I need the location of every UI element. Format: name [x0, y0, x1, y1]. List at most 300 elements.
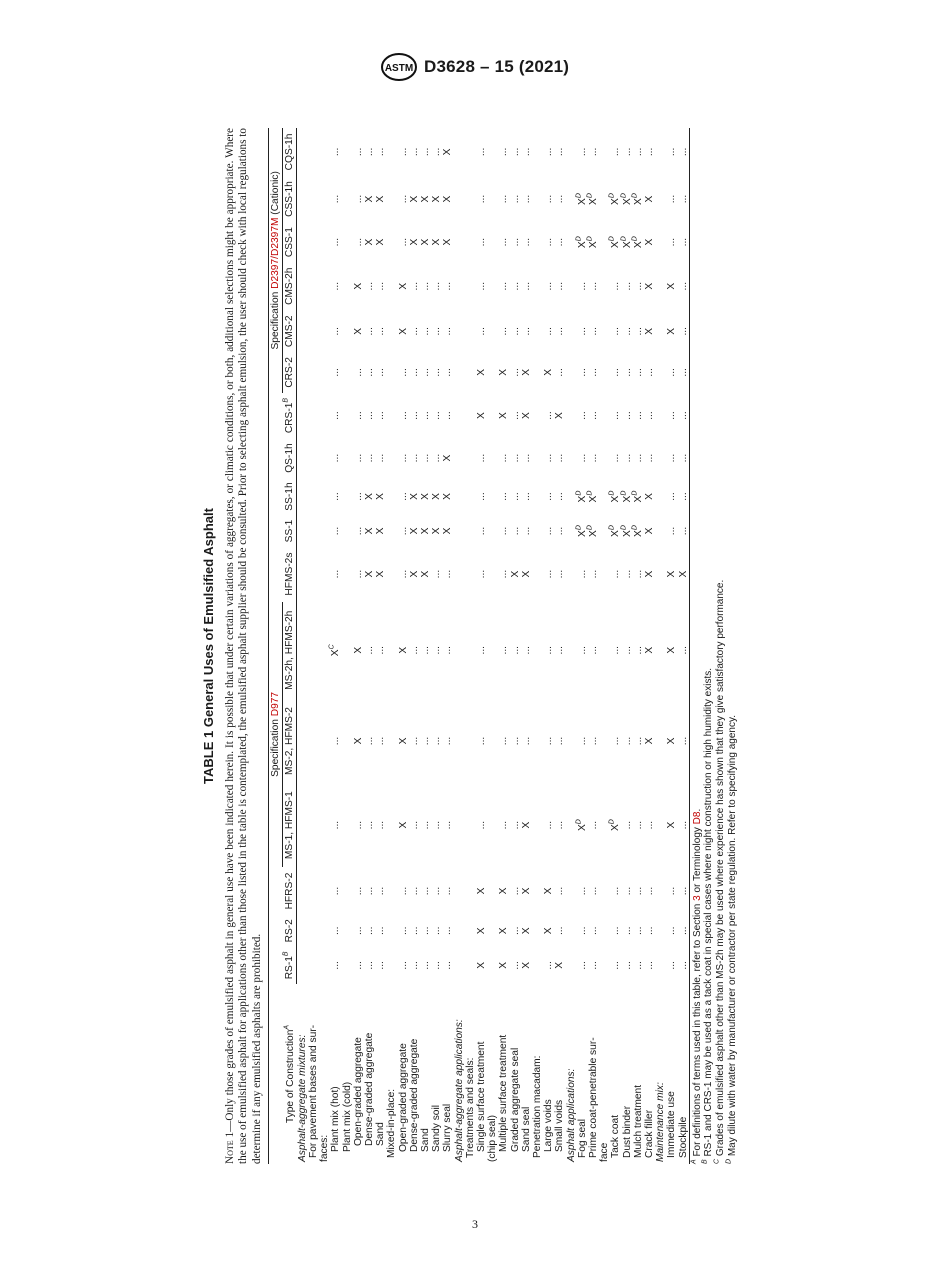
cell — [454, 439, 465, 478]
cell: X — [644, 327, 656, 335]
cell: ... — [610, 327, 622, 336]
cell: X — [554, 412, 566, 419]
cell: ... — [330, 411, 342, 420]
cell — [566, 310, 577, 352]
cell: ... — [419, 820, 431, 830]
superscript: D — [575, 193, 583, 199]
table-row — [566, 128, 577, 1164]
cell: ... — [442, 961, 454, 970]
cell — [297, 699, 308, 783]
row-label: Graded aggregate seal — [509, 1047, 521, 1152]
cell — [532, 128, 543, 176]
cell: ... — [666, 237, 678, 247]
cell — [308, 478, 319, 516]
cell: ... — [576, 147, 588, 157]
superscript: D — [586, 525, 594, 531]
cell: $X^D$ — [609, 490, 622, 503]
cell: ... — [419, 281, 431, 291]
column-header: QS-1h — [283, 439, 297, 478]
cell — [599, 128, 610, 176]
table-row — [420, 128, 431, 1164]
cell: ... — [408, 886, 420, 896]
cell: X — [352, 737, 364, 745]
cell — [655, 947, 666, 984]
cell: X — [419, 527, 431, 535]
cell — [308, 222, 319, 262]
cell: X — [352, 327, 364, 335]
cell: $X^D$ — [575, 525, 588, 537]
cell — [308, 947, 319, 984]
cell: ... — [431, 453, 443, 463]
cell: X — [375, 570, 387, 578]
cell — [386, 947, 397, 984]
footnotes — [692, 128, 738, 1164]
cell — [386, 783, 397, 867]
spec-group-empty — [269, 393, 283, 602]
cell: ... — [419, 646, 431, 655]
cell: X — [520, 927, 532, 935]
cell: $X^D$ — [620, 193, 633, 205]
superscript: D — [575, 236, 583, 242]
cell: ... — [498, 327, 510, 336]
cell — [308, 515, 319, 546]
cell: ... — [431, 820, 443, 830]
cell — [599, 783, 610, 867]
row-label: (chip seal) — [487, 1115, 499, 1162]
cell: $X^D$ — [609, 525, 622, 537]
cell: ... — [543, 492, 555, 501]
cell — [599, 915, 610, 947]
cell — [319, 478, 330, 516]
cell: ... — [543, 453, 555, 463]
cell: ... — [621, 411, 633, 420]
cell — [487, 439, 498, 478]
column-header: CMS-2h — [283, 262, 297, 310]
cell: ... — [363, 736, 375, 746]
cell: ... — [352, 411, 364, 420]
cell: ... — [610, 926, 622, 936]
cell — [566, 602, 577, 699]
cell: ... — [632, 147, 644, 157]
cell — [532, 547, 543, 602]
column-header: SS-1 — [283, 515, 297, 546]
cell: X — [408, 527, 420, 535]
cell: X — [554, 961, 566, 969]
cell — [599, 947, 610, 984]
cell — [319, 547, 330, 602]
cell: ... — [543, 646, 555, 655]
cell: ... — [330, 820, 342, 830]
note-label: Note 1 — [224, 1131, 236, 1164]
cell: $X^D$ — [586, 525, 599, 537]
cell: ... — [678, 699, 690, 783]
cell: ... — [666, 368, 678, 377]
cell: $X^D$ — [575, 193, 588, 205]
cell — [386, 393, 397, 439]
cell — [297, 867, 308, 915]
cell: X — [375, 195, 387, 203]
cell — [487, 176, 498, 222]
cell: X — [363, 493, 375, 500]
cell — [342, 128, 353, 176]
cell: ... — [498, 147, 510, 157]
cell — [487, 478, 498, 516]
cell: ... — [475, 820, 487, 830]
cell — [319, 393, 330, 439]
cell: ... — [554, 926, 566, 936]
cell: ... — [576, 886, 588, 896]
cell: ... — [610, 147, 622, 157]
cell — [566, 547, 577, 602]
cell: ... — [588, 569, 599, 579]
cell — [487, 222, 498, 262]
cell: ... — [431, 281, 443, 291]
cell: ... — [576, 569, 588, 579]
row-label: Slurry seal — [442, 1103, 454, 1152]
cell: X — [363, 527, 375, 535]
cell: X — [363, 238, 375, 246]
cell — [465, 478, 476, 516]
cell — [342, 393, 353, 439]
cell: X — [397, 821, 409, 829]
row-label: Treatments and seals: — [464, 1057, 476, 1158]
cell: X — [419, 493, 431, 500]
cell: ... — [408, 646, 420, 655]
cell — [454, 867, 465, 915]
cell: ... — [352, 820, 364, 830]
cell: X — [520, 412, 532, 419]
cell: ... — [397, 961, 409, 970]
cell — [655, 439, 666, 478]
superscript: D — [631, 525, 639, 531]
cell: ... — [576, 736, 588, 746]
cell — [487, 947, 498, 984]
cell — [308, 783, 319, 867]
cell: ... — [397, 926, 409, 936]
cell — [308, 602, 319, 699]
cell — [454, 699, 465, 783]
cell — [454, 478, 465, 516]
cell: X — [442, 195, 454, 203]
cell: ... — [678, 515, 690, 546]
cell — [342, 352, 353, 392]
table-row — [297, 128, 308, 1164]
cell: ... — [431, 368, 443, 377]
cell: ... — [419, 736, 431, 746]
cell — [566, 699, 577, 783]
cell: ... — [520, 194, 532, 204]
row-label: Crack filler — [644, 1109, 656, 1158]
cell: ... — [498, 736, 510, 746]
footnote-link: 3 — [691, 895, 703, 901]
footnote: $^D$ May dilute with water by manufacturer or contractor per state regulation. Refer to specifying agency. — [725, 715, 738, 1164]
cell: ... — [588, 961, 599, 970]
row-header: Type of Construction$^A$ — [269, 984, 297, 1164]
cell: ... — [520, 736, 532, 746]
cell: ... — [632, 961, 644, 970]
cell — [566, 222, 577, 262]
cell: ... — [520, 492, 532, 501]
cell: X — [408, 570, 420, 578]
cell: ... — [678, 439, 690, 478]
cell: ... — [509, 147, 521, 157]
cell: ... — [644, 453, 656, 463]
cell: ... — [475, 147, 487, 157]
cell — [308, 439, 319, 478]
cell: ... — [678, 393, 690, 439]
cell: ... — [509, 453, 521, 463]
cell: ... — [330, 961, 342, 970]
svg-text:ASTM: ASTM — [384, 63, 414, 74]
cell: X — [666, 282, 678, 290]
cell: ... — [431, 886, 443, 896]
cell — [386, 352, 397, 392]
cell — [342, 783, 353, 867]
cell: X — [475, 887, 487, 895]
cell: ... — [498, 646, 510, 655]
cell: ... — [678, 947, 690, 984]
table-row — [610, 128, 621, 1164]
cell: ... — [610, 368, 622, 377]
superscript: D — [620, 193, 628, 199]
cell: X — [678, 547, 690, 602]
cell: X — [644, 238, 656, 246]
cell — [386, 310, 397, 352]
cell — [386, 439, 397, 478]
cell: ... — [588, 281, 599, 291]
cell: ... — [621, 820, 633, 830]
cell: ... — [588, 736, 599, 746]
cell: X — [475, 961, 487, 969]
cell: ... — [431, 569, 443, 579]
cell: ... — [621, 569, 633, 579]
cell: ... — [610, 281, 622, 291]
cell — [297, 915, 308, 947]
cell — [342, 915, 353, 947]
cell: ... — [678, 783, 690, 867]
cell: X — [419, 570, 431, 578]
row-label: Open-graded aggregate — [352, 1037, 364, 1146]
cell: ... — [666, 526, 678, 536]
cell: ... — [543, 526, 555, 536]
cell — [386, 515, 397, 546]
cell: X — [475, 927, 487, 935]
superscript: D — [609, 193, 617, 199]
cell: ... — [375, 453, 387, 463]
cell: $X^C$ — [328, 644, 342, 657]
cell — [297, 262, 308, 310]
cell: X — [520, 570, 532, 578]
cell: ... — [352, 147, 364, 157]
cell — [655, 602, 666, 699]
cell — [386, 222, 397, 262]
row-label: face — [599, 1142, 611, 1162]
cell: ... — [543, 411, 555, 420]
cell: ... — [397, 492, 409, 501]
cell: ... — [431, 147, 443, 157]
cell: ... — [678, 262, 690, 310]
cell: ... — [666, 453, 678, 463]
cell — [532, 867, 543, 915]
cell — [532, 947, 543, 984]
spec-link-d2397: D2397/D2397M — [270, 217, 282, 289]
cell — [319, 699, 330, 783]
cell: ... — [543, 736, 555, 746]
cell — [342, 439, 353, 478]
cell: ... — [621, 886, 633, 896]
cell — [386, 915, 397, 947]
cell: ... — [509, 368, 521, 377]
cell: ... — [330, 147, 342, 157]
cell — [487, 393, 498, 439]
column-header: MS-2h, HFMS-2h — [283, 602, 297, 699]
cell — [532, 915, 543, 947]
cell: ... — [610, 453, 622, 463]
cell: ... — [442, 327, 454, 336]
cell — [297, 602, 308, 699]
cell: ... — [375, 736, 387, 746]
cell: ... — [621, 961, 633, 970]
cell: ... — [375, 327, 387, 336]
cell — [319, 783, 330, 867]
table-row — [532, 128, 543, 1164]
table-row — [364, 128, 375, 1164]
cell: X — [408, 493, 420, 500]
cell: X — [543, 887, 555, 895]
cell — [599, 310, 610, 352]
cell — [655, 867, 666, 915]
cell: X — [498, 368, 510, 376]
cell: ... — [352, 886, 364, 896]
cell: ... — [431, 646, 443, 655]
cell: ... — [678, 176, 690, 222]
cell: X — [666, 327, 678, 335]
table-row — [342, 128, 353, 1164]
cell — [532, 602, 543, 699]
cell: ... — [442, 368, 454, 377]
cell: X — [442, 454, 454, 462]
cell: ... — [509, 926, 521, 936]
column-header: SS-1h — [283, 478, 297, 516]
cell: X — [397, 646, 409, 654]
cell: ... — [588, 820, 599, 830]
table-row — [442, 128, 453, 1164]
row-label: Plant mix (hot) — [330, 1086, 342, 1152]
cell — [297, 947, 308, 984]
cell: X — [644, 646, 656, 654]
cell: X — [666, 737, 678, 745]
cell: X — [475, 412, 487, 419]
cell: X — [352, 282, 364, 290]
cell: ... — [644, 886, 656, 896]
cell — [655, 222, 666, 262]
cell: ... — [543, 147, 555, 157]
superscript: D — [575, 819, 583, 825]
cell: X — [442, 238, 454, 246]
cell: ... — [363, 411, 375, 420]
cell: X — [644, 282, 656, 290]
cell: ... — [509, 886, 521, 896]
cell: ... — [475, 281, 487, 291]
note-text: —Only those grades of emulsified asphalt in general use have been indicated herein. It is possible that under certain variations of aggregates, or climatic conditions, or both, additional selections might be appropriate. Where the use of emulsified asphalt for applications other than those listed in the table is contemplated, the emulsified asphalt supplier should be consulted. Prior to selecting asphalt emulsion, the user should check with local regulations to determine if any emulsified asphalts are prohibited. — [224, 128, 263, 1164]
cell: ... — [576, 411, 588, 420]
superscript: D — [575, 490, 583, 496]
cell: ... — [363, 327, 375, 336]
table-row — [678, 128, 690, 1164]
cell — [319, 602, 330, 699]
superscript: D — [620, 525, 628, 531]
cell: X — [498, 927, 510, 935]
cell — [308, 262, 319, 310]
cell: ... — [408, 820, 420, 830]
superscript: D — [620, 490, 628, 496]
cell: X — [375, 527, 387, 535]
cell: ... — [431, 961, 443, 970]
cell: ... — [509, 237, 521, 247]
cell: ... — [610, 411, 622, 420]
cell: ... — [666, 886, 678, 896]
cell — [319, 947, 330, 984]
cell: ... — [397, 368, 409, 377]
cell — [655, 176, 666, 222]
cell — [532, 352, 543, 392]
cell — [566, 915, 577, 947]
row-label: Stockpile — [678, 984, 690, 1164]
superscript: D — [586, 193, 594, 199]
column-header: $RS-1^B$ — [283, 947, 297, 984]
cell: ... — [610, 569, 622, 579]
cell: ... — [475, 194, 487, 204]
superscript: B — [282, 397, 290, 403]
cell: ... — [621, 453, 633, 463]
cell — [308, 176, 319, 222]
table-row — [554, 128, 565, 1164]
document-header — [380, 52, 569, 82]
cell: ... — [588, 327, 599, 336]
row-label: Open-graded aggregate — [397, 1043, 409, 1152]
cell: ... — [509, 194, 521, 204]
column-header: MS-1, HFMS-1 — [283, 783, 297, 867]
cell: ... — [408, 411, 420, 420]
cell: ... — [375, 281, 387, 291]
cell: ... — [632, 411, 644, 420]
cell — [319, 915, 330, 947]
cell — [454, 176, 465, 222]
cell: ... — [442, 926, 454, 936]
cell: ... — [621, 147, 633, 157]
cell: ... — [442, 411, 454, 420]
cell: X — [644, 493, 656, 500]
cell: ... — [419, 411, 431, 420]
cell — [308, 310, 319, 352]
cell — [319, 515, 330, 546]
superscript: D — [586, 490, 594, 496]
cell — [297, 439, 308, 478]
column-header: CRS-2 — [283, 352, 297, 392]
cell — [465, 699, 476, 783]
cell — [386, 478, 397, 516]
cell — [655, 515, 666, 546]
superscript: B — [282, 951, 290, 957]
cell — [532, 439, 543, 478]
cell — [297, 128, 308, 176]
superscript: D — [609, 490, 617, 496]
cell: ... — [475, 237, 487, 247]
cell — [599, 352, 610, 392]
table-title: TABLE 1 General Uses of Emulsified Asphalt — [201, 508, 216, 784]
cell: ... — [576, 327, 588, 336]
cell: ... — [419, 886, 431, 896]
